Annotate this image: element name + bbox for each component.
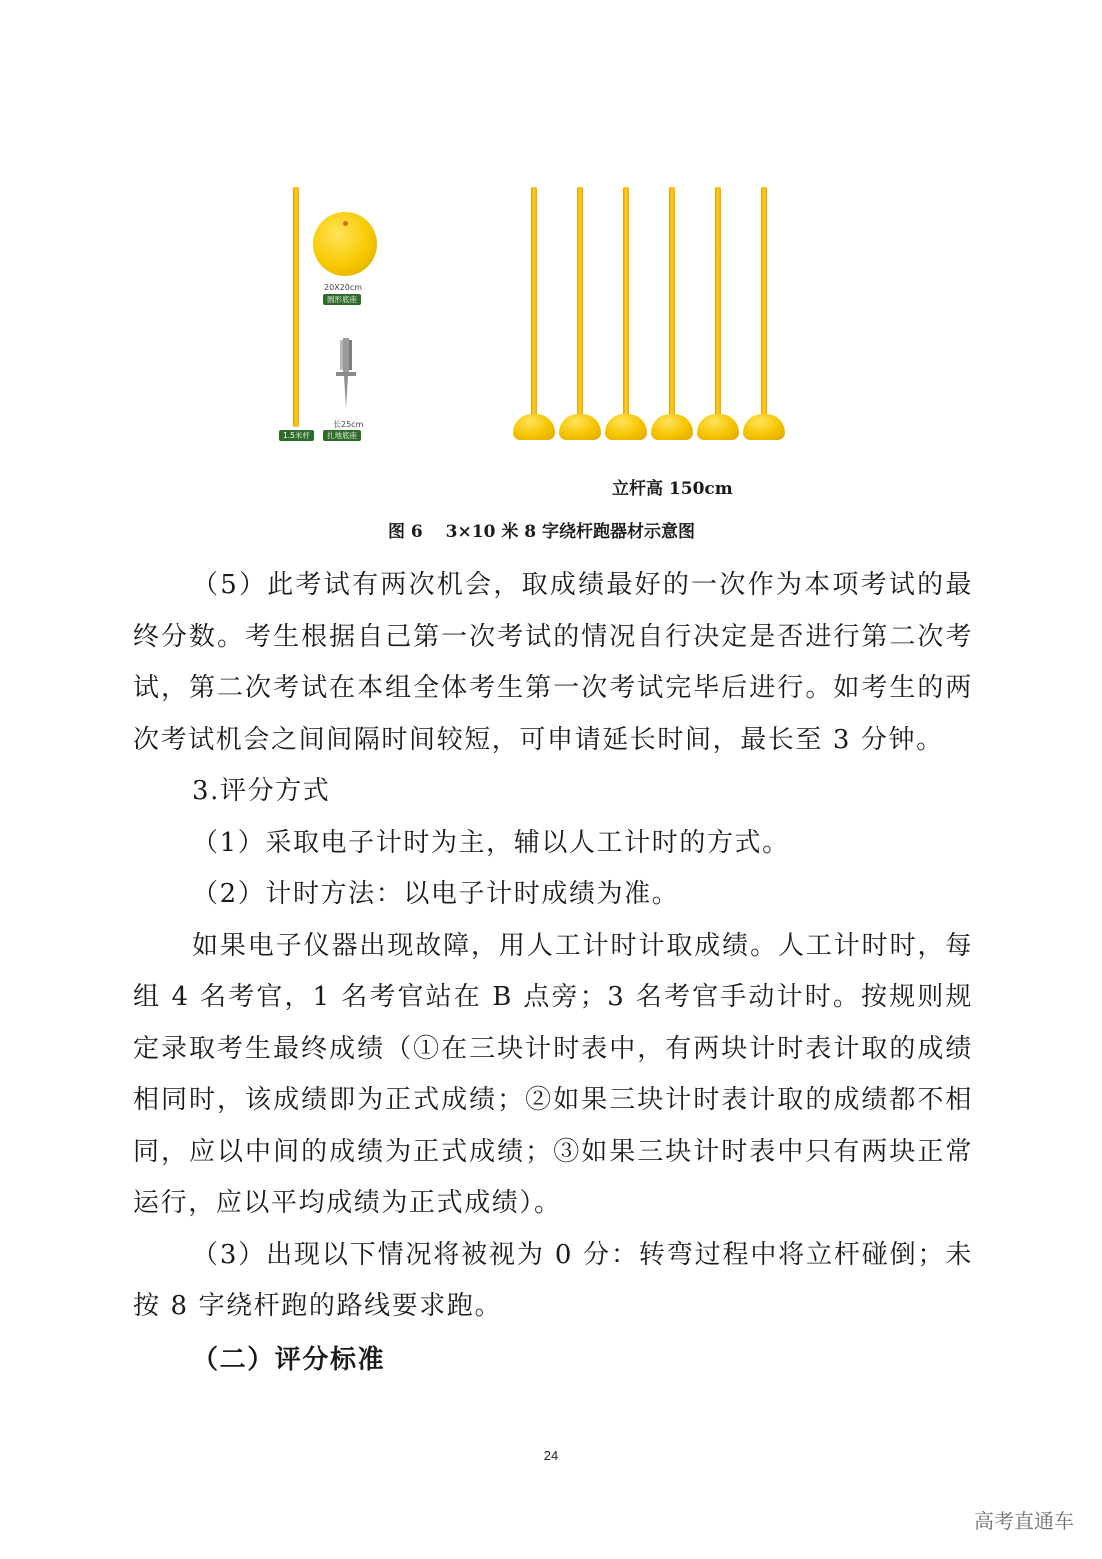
dome-base-2 bbox=[559, 414, 601, 440]
pole-3 bbox=[623, 187, 629, 419]
pole-4 bbox=[669, 187, 675, 419]
dome-base-5 bbox=[697, 414, 739, 440]
section-scoring-method: 3.评分方式 bbox=[192, 776, 331, 806]
dome-base-1 bbox=[513, 414, 555, 440]
pole-2 bbox=[577, 187, 583, 419]
paragraph-timing-mode: （1）采取电子计时为主，辅以人工计时的方式。 bbox=[192, 827, 790, 858]
watermark: 高考直通车 bbox=[974, 1509, 1074, 1533]
pole-6 bbox=[761, 187, 767, 419]
document-body bbox=[133, 560, 973, 1386]
round-base-tag: 圆形底座 bbox=[323, 294, 361, 305]
paragraph-timing-method: （2）计时方法：以电子计时成绩为准。 bbox=[192, 879, 680, 909]
paragraph-manual-timing: 如果电子仪器出现故障，用人工计时计取成绩。人工计时时，每组 4 名考官，1 名考官站在 B 点旁；3 名考官手动计时。按规则规定录取考生最终成绩（①在三块计时表中，有两块计时表计取的成绩相同时，该成绩即为正式成绩；②如果三块计时表计取的成绩都不相同，应以中间的成绩为正式成绩；③如果三块计时表中只有两块正常运行，应以平均成绩为正式成绩）。 bbox=[133, 930, 973, 1218]
round-base-hole bbox=[343, 221, 348, 226]
ground-spike-image bbox=[330, 338, 362, 410]
equipment-figure bbox=[0, 0, 1102, 560]
dome-base-6 bbox=[743, 414, 785, 440]
round-base-size: 20X20cm bbox=[324, 283, 363, 292]
single-pole bbox=[293, 187, 299, 427]
page-number: 24 bbox=[543, 1448, 559, 1463]
dome-base-3 bbox=[605, 414, 647, 440]
section-heading-scoring-standard: （二）评分标准 bbox=[192, 1344, 386, 1375]
ground-spike-tag: 扎地底座 bbox=[323, 430, 361, 441]
pole-height-label: 立杆高 150cm bbox=[612, 479, 733, 499]
paragraph-retry-rule: （5）此考试有两次机会，取成绩最好的一次作为本项考试的最终分数。考生根据自己第一次考试的情况自行决定是否进行第二次考试，第二次考试在本组全体考生第一次考试完毕后进行。如考生的两次考试机会之间间隔时间较短，可申请延长时间，最长至 3 分钟。 bbox=[133, 570, 973, 755]
pole-1 bbox=[531, 187, 537, 419]
paragraph-zero-score: （3）出现以下情况将被视为 0 分：转弯过程中将立杆碰倒；未按 8 字绕杆跑的路线要求跑。 bbox=[133, 1239, 973, 1321]
ground-spike-size: 长25cm bbox=[333, 420, 364, 429]
figure-caption: 图 6 3×10 米 8 字绕杆跑器材示意图 bbox=[388, 522, 695, 542]
dome-base-4 bbox=[651, 414, 693, 440]
pole-tag: 1.5米杆 bbox=[279, 430, 314, 441]
pole-5 bbox=[715, 187, 721, 419]
